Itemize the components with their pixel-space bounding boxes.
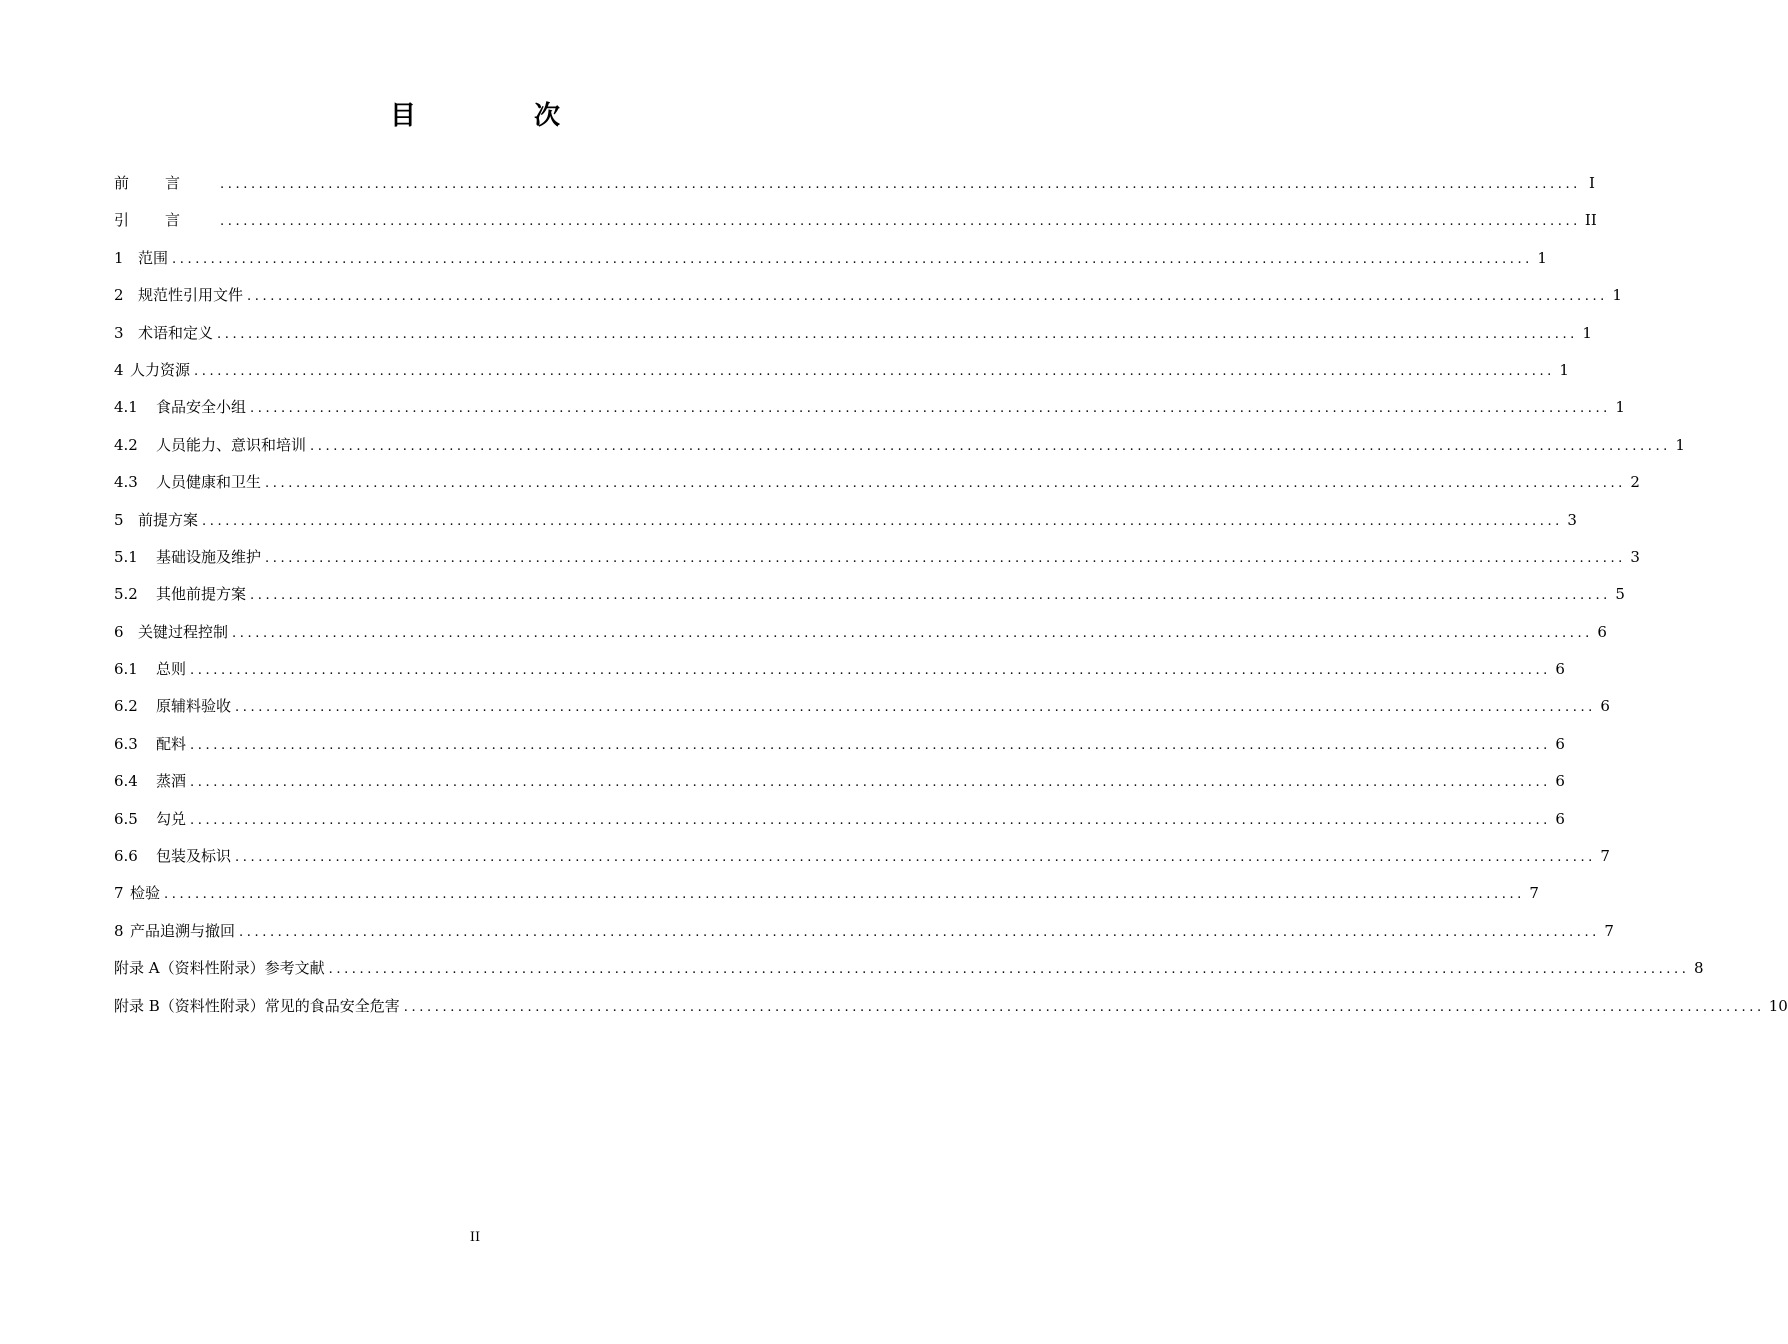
toc-entry-title: 总则 (156, 660, 187, 679)
toc-entry-page: 3 (1630, 547, 1640, 566)
toc-dot-leader: ................................................................................................................................................................................ (250, 588, 1611, 604)
toc-dot-leader: ................................................................................................................................................................................ (202, 513, 1563, 529)
toc-entry[interactable] (114, 576, 1625, 613)
toc-entry[interactable] (114, 614, 1607, 651)
toc-entry-page: 6 (1597, 622, 1607, 641)
toc-dot-leader: ................................................................................................................................................................................ (235, 850, 1596, 866)
toc-dot-leader: ................................................................................................................................................................................ (194, 363, 1555, 379)
toc-entry-label (114, 240, 168, 277)
toc-entry-number: 3 (114, 323, 124, 342)
toc-entry-label (114, 389, 246, 426)
toc-entry-number: 6.5 (114, 809, 138, 828)
toc-dot-leader: ................................................................................................................................................................................ (232, 625, 1593, 641)
toc-entry-label (114, 988, 400, 1025)
toc-entry-label (114, 875, 160, 912)
toc-entry-label (114, 838, 231, 875)
toc-entry-title: 配料 (156, 734, 187, 753)
toc-dot-leader: ................................................................................................................................................................................ (164, 887, 1525, 903)
toc-entry-label (114, 165, 216, 202)
toc-entry-page: 6 (1555, 734, 1565, 753)
toc-entry-label (114, 576, 246, 613)
toc-entry[interactable] (114, 240, 1547, 277)
toc-entry-number: 8 (114, 921, 124, 940)
toc-entry[interactable] (114, 502, 1577, 539)
toc-entry-title: 关键过程控制 (138, 622, 229, 641)
toc-entry-page: 7 (1604, 921, 1614, 940)
toc-entry-label (114, 651, 186, 688)
toc-dot-leader: ................................................................................................................................................................................ (190, 663, 1551, 679)
toc-entry[interactable] (114, 315, 1592, 352)
toc-entry-page: 2 (1630, 473, 1640, 492)
toc-entry[interactable] (114, 838, 1610, 875)
toc-entry-page: 1 (1582, 323, 1592, 342)
toc-entry-label (114, 688, 231, 725)
toc-entry-title: 术语和定义 (138, 323, 214, 342)
toc-entry-title: 规范性引用文件 (138, 286, 244, 305)
toc-entry-label (114, 464, 261, 501)
toc-entry-page: 5 (1615, 585, 1625, 604)
toc-entry[interactable] (114, 389, 1625, 426)
toc-entry-title: 其他前提方案 (156, 585, 247, 604)
toc-entry-page: 1 (1612, 286, 1622, 305)
toc-entry-page: II (1584, 211, 1597, 230)
toc-dot-leader: ................................................................................................................................................................................ (190, 775, 1551, 791)
toc-entry-label (114, 801, 186, 838)
toc-entry[interactable] (114, 539, 1640, 576)
toc-entry-page: 3 (1567, 510, 1577, 529)
toc-entry-title: 附录 B（资料性附录）常见的食品安全危害 (114, 996, 400, 1015)
page-title: 目 次 (389, 101, 606, 131)
toc-entry[interactable] (114, 427, 1685, 464)
toc-entry[interactable] (114, 688, 1610, 725)
toc-entry[interactable] (114, 763, 1565, 800)
toc-dot-leader: ................................................................................................................................................................................ (235, 700, 1596, 716)
toc-entry-page: 7 (1529, 884, 1539, 903)
toc-entry-page: 6 (1555, 809, 1565, 828)
toc-entry-page: 1 (1675, 435, 1685, 454)
toc-entry-title: 食品安全小组 (156, 398, 247, 417)
toc-entry-title: 蒸酒 (156, 772, 187, 791)
toc-entry-title: 人力资源 (130, 360, 191, 379)
toc-dot-leader: ................................................................................................................................................................................ (250, 401, 1611, 417)
toc-entry[interactable] (114, 726, 1565, 763)
toc-entry-number: 4.3 (114, 473, 138, 492)
toc-entry-title: 人员健康和卫生 (156, 473, 262, 492)
toc-entry-label (114, 202, 216, 239)
toc-entry[interactable] (114, 801, 1565, 838)
toc-entry-page: 6 (1600, 697, 1610, 716)
toc-entry-number: 6 (114, 622, 124, 641)
toc-entry[interactable] (114, 651, 1565, 688)
toc-entry-title: 产品追溯与撤回 (130, 921, 236, 940)
toc-entry[interactable] (114, 277, 1622, 314)
toc-entry-title: 前言 (114, 174, 217, 192)
toc-entry-label (114, 352, 190, 389)
toc-entry-title: 基础设施及维护 (156, 547, 262, 566)
toc-dot-leader: ................................................................................................................................................................................ (265, 550, 1626, 566)
toc-entry-number: 1 (114, 248, 124, 267)
toc-dot-leader: ................................................................................................................................................................................ (220, 177, 1581, 192)
toc-entry-number: 4.1 (114, 398, 138, 417)
toc-entry-title: 检验 (130, 884, 161, 903)
toc-entry-title: 勾兑 (156, 809, 187, 828)
toc-entry-page: 6 (1555, 660, 1565, 679)
toc-entry[interactable] (114, 352, 1569, 389)
toc-entry-number: 5.1 (114, 547, 138, 566)
toc-dot-leader: ................................................................................................................................................................................ (247, 289, 1608, 305)
toc-entry[interactable] (114, 913, 1614, 950)
toc-entry-number: 6.4 (114, 772, 138, 791)
toc-entry-page: 7 (1600, 847, 1610, 866)
toc-entry-label (114, 763, 186, 800)
toc-entry-label (114, 539, 261, 576)
toc-entry-label (114, 277, 243, 314)
toc-entry-page: 6 (1555, 772, 1565, 791)
toc-dot-leader: ................................................................................................................................................................................ (403, 999, 1765, 1015)
toc-entry-label (114, 614, 228, 651)
toc-entry-label (114, 950, 325, 987)
toc-entry-page: 10 (1768, 996, 1788, 1015)
toc-entry-page: 1 (1559, 360, 1569, 379)
toc-dot-leader: ................................................................................................................................................................................ (220, 214, 1581, 230)
toc-entry-number: 7 (114, 884, 124, 903)
toc-entry-number: 4 (114, 360, 124, 379)
toc-entry-label (114, 427, 306, 464)
toc-entry[interactable] (114, 202, 1597, 239)
toc-dot-leader: ................................................................................................................................................................................ (310, 438, 1671, 454)
toc-entry-label (114, 315, 213, 352)
toc-entry-page: 1 (1615, 398, 1625, 417)
toc-entry-page: 8 (1693, 959, 1704, 978)
toc-dot-leader: ................................................................................................................................................................................ (265, 476, 1626, 492)
toc-entry[interactable] (114, 464, 1640, 501)
toc-entry-title: 范围 (138, 248, 169, 267)
page-number: II (469, 1230, 481, 1245)
toc-entry[interactable] (114, 988, 1788, 1025)
toc-entry[interactable] (114, 950, 1704, 987)
toc-entry-number: 5 (114, 510, 124, 529)
toc-dot-leader: ................................................................................................................................................................................ (328, 962, 1690, 978)
toc-dot-leader: ................................................................................................................................................................................ (190, 737, 1551, 753)
toc-entry-number: 6.3 (114, 734, 138, 753)
toc-entry-title: 引言 (114, 211, 217, 230)
toc-entry-label (114, 502, 198, 539)
toc-entry[interactable] (114, 165, 1595, 202)
toc-dot-leader: ................................................................................................................................................................................ (172, 251, 1533, 267)
toc-entry-number: 2 (114, 286, 124, 305)
toc-entry-number: 6.1 (114, 660, 138, 679)
table-of-contents (114, 165, 1788, 1025)
toc-entry-title: 人员能力、意识和培训 (156, 435, 307, 454)
toc-entry-number: 6.6 (114, 847, 138, 866)
toc-entry-number: 6.2 (114, 697, 138, 716)
toc-entry-title: 前提方案 (138, 510, 199, 529)
toc-entry-number: 4.2 (114, 435, 138, 454)
toc-entry-label (114, 726, 186, 763)
toc-entry-title: 附录 A（资料性附录）参考文献 (114, 959, 325, 978)
toc-entry[interactable] (114, 875, 1539, 912)
toc-dot-leader: ................................................................................................................................................................................ (190, 812, 1551, 828)
toc-entry-label (114, 913, 235, 950)
toc-entry-title: 包装及标识 (156, 847, 232, 866)
toc-dot-leader: ................................................................................................................................................................................ (217, 326, 1578, 342)
toc-dot-leader: ................................................................................................................................................................................ (239, 924, 1600, 940)
toc-entry-page: 1 (1537, 248, 1547, 267)
toc-entry-page: I (1588, 174, 1595, 192)
toc-entry-title: 原辅料验收 (156, 697, 232, 716)
toc-entry-number: 5.2 (114, 585, 138, 604)
